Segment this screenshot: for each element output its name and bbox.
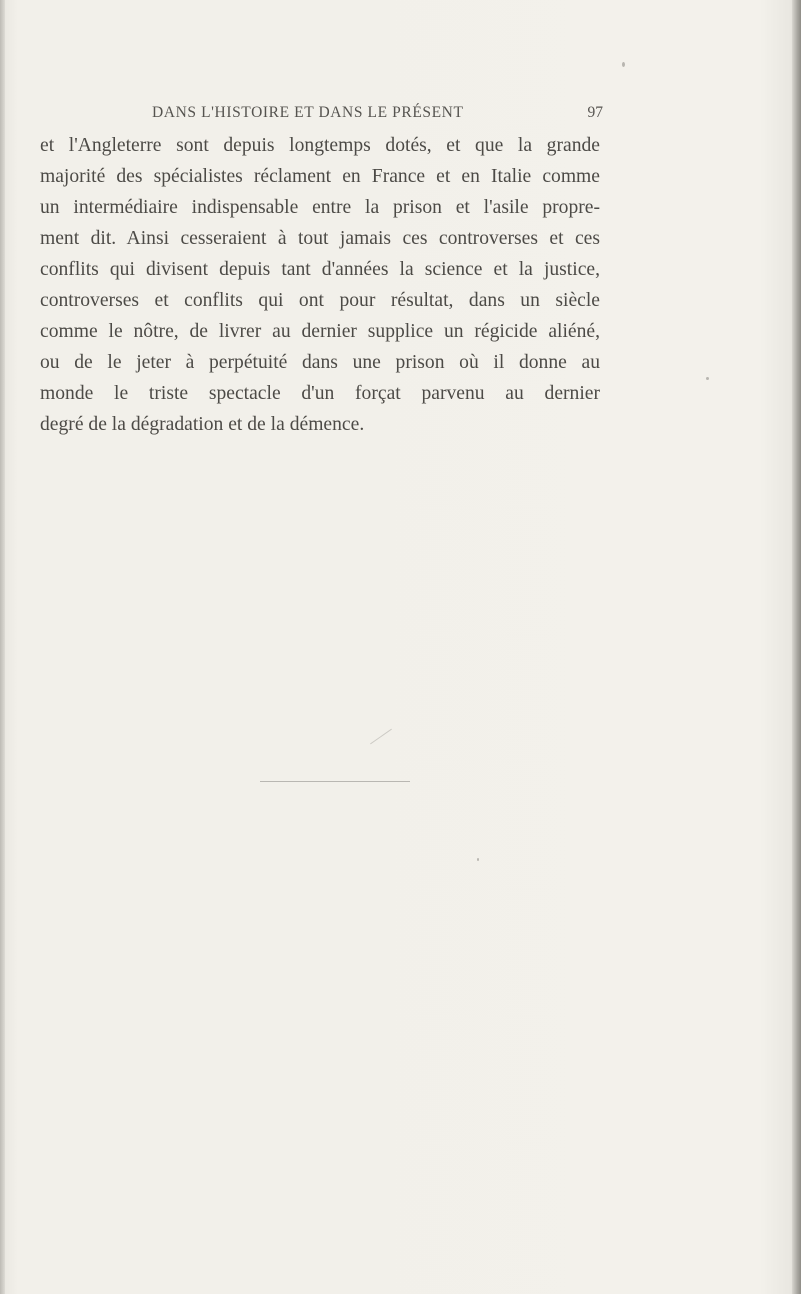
text-line: monde le triste spectacle d'un forçat parvenu au dernier [40,383,600,404]
text-line: ment dit. Ainsi cesseraient à tout jamais ces controverses et ces [40,228,600,249]
page-number: 97 [587,104,603,121]
text-line: controverses et conflits qui ont pour résultat, dans un siècle [40,290,600,311]
page-right-edge [792,0,801,1294]
paper-speck [477,858,479,861]
paper-speck [706,377,709,380]
paper-speck [370,729,392,745]
page-left-edge [0,0,5,1294]
text-line: un intermédiaire indispensable entre la prison et l'asile propre- [40,197,600,218]
body-text [40,130,600,440]
text-line: conflits qui divisent depuis tant d'années la science et la justice, [40,259,600,280]
end-rule [260,781,410,782]
running-head [40,104,603,126]
text-line: et l'Angleterre sont depuis longtemps dotés, et que la grande [40,135,600,156]
paper-speck [622,62,625,67]
text-line: comme le nôtre, de livrer au dernier supplice un régicide aliéné, [40,321,600,342]
text-line: ou de le jeter à perpétuité dans une prison où il donne au [40,352,600,373]
text-line: majorité des spécialistes réclament en France et en Italie comme [40,166,600,187]
running-head-title: DANS L'HISTOIRE ET DANS LE PRÉSENT [152,104,464,121]
text-line: degré de la dégradation et de la démence. [40,414,365,435]
